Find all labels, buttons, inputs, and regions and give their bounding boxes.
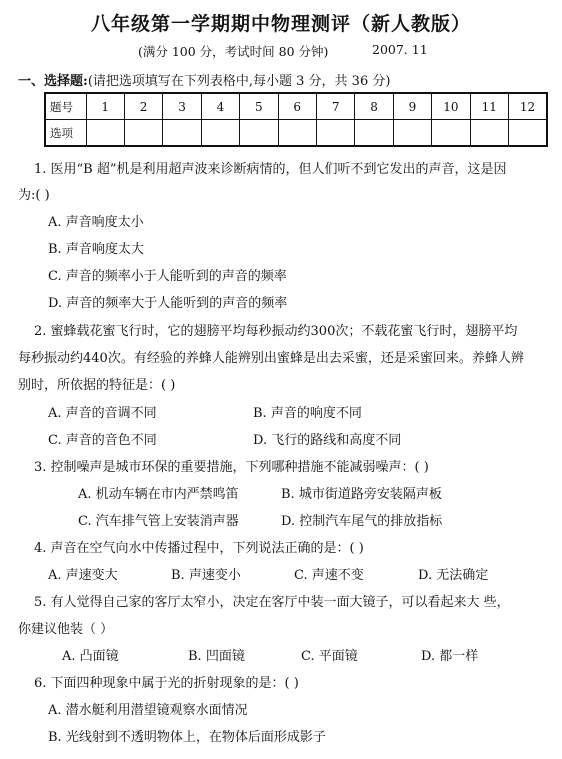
- question-6-option-a: A. 潜水艇利用潜望镜观察水面情况: [48, 703, 248, 718]
- answer-table: [44, 92, 548, 147]
- question-4-option-c: C. 声速不变: [294, 568, 364, 583]
- section-heading: [18, 70, 390, 89]
- answer-table-option-header: 选项: [45, 120, 86, 147]
- question-3-option-a: A. 机动车辆在市内严禁鸣笛: [78, 487, 239, 502]
- answer-cell[interactable]: [124, 120, 162, 147]
- question-2-option-c: C. 声音的音色不同: [48, 433, 157, 448]
- answer-table-number: 12: [508, 93, 547, 120]
- question-5-option-a: A. 凸面镜: [62, 649, 119, 664]
- answer-table-number: 2: [124, 93, 162, 120]
- exam-date: 2007. 11: [372, 42, 428, 57]
- answer-table-number-row: [45, 93, 547, 120]
- question-5-line-2: 你建议他装（ ）: [18, 622, 114, 637]
- question-4-option-a: A. 声速变大: [48, 568, 118, 583]
- answer-table-number: 7: [316, 93, 354, 120]
- question-5-option-d: D. 都一样: [421, 649, 479, 664]
- answer-table-number: 1: [86, 93, 124, 120]
- question-1-option-d: D. 声音的频率大于人能听到的声音的频率: [48, 296, 288, 311]
- question-3-line-1: 3. 控制噪声是城市环保的重要措施，下列哪种措施不能减弱噪声：( ): [34, 460, 429, 475]
- question-2-line-1: 2. 蜜蜂载花蜜飞行时，它的翅膀平均每秒振动约300次；不载花蜜飞行时，翅膀平均: [34, 324, 518, 339]
- answer-table-number: 6: [278, 93, 316, 120]
- answer-table-number: 10: [432, 93, 470, 120]
- question-1-line-2: 为:( ): [18, 188, 50, 203]
- question-1-option-c: C. 声音的频率小于人能听到的声音的频率: [48, 269, 287, 284]
- question-2-option-d: D. 飞行的路线和高度不同: [253, 433, 402, 448]
- answer-table-number: 8: [355, 93, 393, 120]
- question-2-option-a: A. 声音的音调不同: [48, 406, 157, 421]
- answer-table-number: 5: [240, 93, 278, 120]
- question-4-line-1: 4. 声音在空气向水中传播过程中，下列说法正确的是：( ): [34, 541, 364, 556]
- question-6-option-b: B. 光线射到不透明物体上，在物体后面形成影子: [48, 730, 326, 745]
- answer-table-option-row: [45, 120, 547, 147]
- question-1-option-a: A. 声音响度太小: [48, 215, 144, 230]
- section-instruction: (请把选项填写在下列表格中,每小题 3 分，共 36 分): [87, 74, 391, 89]
- question-4-option-d: D. 无法确定: [418, 568, 489, 583]
- answer-cell[interactable]: [201, 120, 239, 147]
- answer-cell[interactable]: [432, 120, 470, 147]
- page-title: 八年级第一学期期中物理测评（新人教版）: [90, 13, 471, 35]
- answer-cell[interactable]: [240, 120, 278, 147]
- question-6-line-1: 6. 下面四种现象中属于光的折射现象的是：( ): [34, 676, 299, 691]
- question-5-option-b: B. 凹面镜: [188, 649, 245, 664]
- question-2-line-2: 每秒振动约440次。有经验的养蜂人能辨别出蜜蜂是出去采蜜，还是采蜜回来。养蜂人辨: [18, 351, 524, 366]
- answer-cell[interactable]: [163, 120, 201, 147]
- section-label: 一、选择题:: [18, 74, 88, 89]
- answer-cell[interactable]: [393, 120, 431, 147]
- question-3-option-b: B. 城市街道路旁安装隔声板: [281, 487, 442, 502]
- answer-table-number: 3: [163, 93, 201, 120]
- answer-cell[interactable]: [316, 120, 354, 147]
- question-2-line-3: 别时，所依据的特征是：( ): [18, 378, 176, 393]
- question-2-option-b: B. 声音的响度不同: [253, 406, 362, 421]
- answer-cell[interactable]: [86, 120, 124, 147]
- answer-table-number-header: 题号: [45, 93, 86, 120]
- question-1-option-b: B. 声音响度太大: [48, 242, 144, 257]
- exam-subtitle: (满分 100 分，考试时间 80 分钟): [138, 44, 329, 59]
- question-3-option-c: C. 汽车排气管上安装消声器: [78, 514, 239, 529]
- question-5-line-1: 5. 有人觉得自己家的客厅太窄小，决定在客厅中装一面大镜子，可以看起来大 些，: [34, 595, 510, 610]
- question-5-option-c: C. 平面镜: [301, 649, 358, 664]
- answer-table-number: 4: [201, 93, 239, 120]
- question-3-option-d: D. 控制汽车尾气的排放指标: [281, 514, 443, 529]
- answer-cell[interactable]: [470, 120, 508, 147]
- question-1-line-1: 1. 医用“B 超”机是利用超声波来诊断病情的，但人们听不到它发出的声音，这是因: [34, 162, 507, 177]
- question-4-option-b: B. 声速变小: [171, 568, 241, 583]
- answer-cell[interactable]: [278, 120, 316, 147]
- answer-cell[interactable]: [508, 120, 547, 147]
- answer-table-number: 11: [470, 93, 508, 120]
- answer-table-number: 9: [393, 93, 431, 120]
- answer-cell[interactable]: [355, 120, 393, 147]
